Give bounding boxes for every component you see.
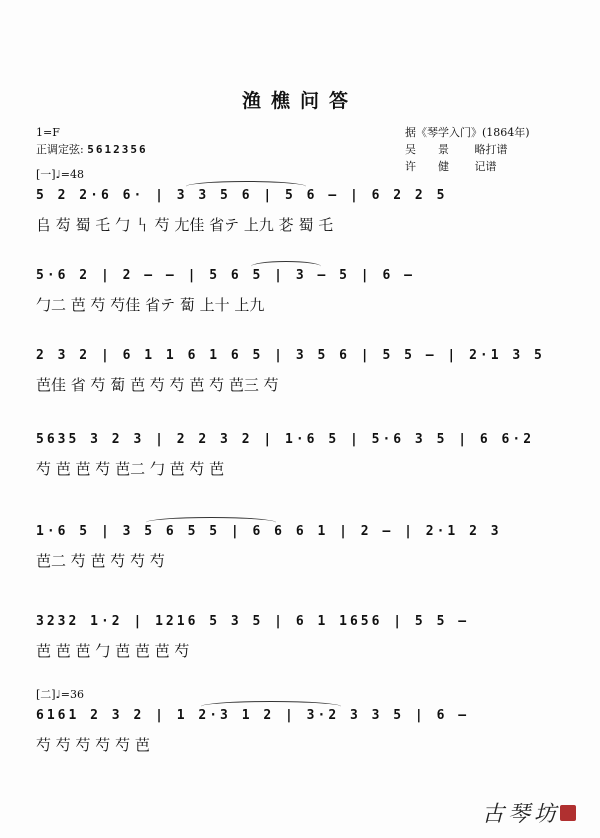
jianzi-row: 勹二 芭 芍 芍佳 省テ 蔔 上十 上九 [36, 296, 265, 314]
notation-row: 5 2 2·6 6· | 3 3 5 6 | 5 6 — | 6 2 2 5 [36, 188, 448, 203]
piece-title: 渔樵问答 [241, 90, 358, 112]
arranger-name: 吴景 [405, 143, 471, 156]
transcriber-credit [405, 158, 530, 175]
source-note: 据《琴学入门》(1864年) [405, 126, 530, 139]
score-line-5 [36, 524, 542, 590]
section-tag-1: [一]♩=48 [36, 168, 84, 181]
score-line-3 [36, 348, 545, 414]
tuning-notes: 5612356 [87, 143, 148, 156]
notation-row: 5·6 2 | 2 — — | 5 6 5 | 3 — 5 | 6 — [36, 268, 415, 283]
slur-mark [251, 261, 321, 272]
score-header-left [36, 124, 148, 158]
jianzi-row: 芭佳 省 芍 蔔 芭 芍 芍 芭 芍 芭三 芍 [36, 376, 279, 394]
jianzi-row: 芭二 芍 芭 芍 芍 芍 [36, 552, 165, 570]
score-line-6 [36, 614, 542, 680]
slur-mark [146, 517, 276, 528]
tuning-label: 正调定弦: [36, 143, 84, 156]
arranger-credit [405, 141, 530, 158]
slur-mark [201, 701, 341, 712]
tuning [36, 141, 148, 158]
notation-row: 2 3 2 | 6 1 1 6 1 6 5 | 3 5 6 | 5 5 — | 2·1 3 5 [36, 348, 545, 363]
jianzi-row: 芭 芭 芭 勹 芭 芭 芭 芍 [36, 642, 190, 660]
transcriber-role: 记谱 [474, 160, 497, 173]
notation-row: 5635 3 2 3 | 2 2 3 2 | 1·6 5 | 5·6 3 5 | 6 6·2 [36, 432, 535, 447]
transcriber-name: 许健 [405, 160, 471, 173]
seal-icon [560, 805, 576, 821]
watermark [482, 797, 582, 828]
watermark-text: 古琴坊 [481, 802, 560, 827]
score-line-7 [36, 708, 542, 774]
notation-row: 6161 2 3 2 | 1 2·3 1 2 | 3·2 3 3 5 | 6 — [36, 708, 470, 723]
arranger-role: 略打谱 [474, 143, 508, 156]
section-tag-2: [二]♩=36 [36, 688, 84, 701]
score-line-1 [36, 188, 542, 254]
jianzi-row: 芍 芭 芭 芍 芭二 勹 芭 芍 芭 [36, 460, 225, 478]
score-header-right [405, 124, 530, 175]
jianzi-row: 𠂤 芶 蜀 乇 勹 𠃑 芍 尢佳 省テ 上九 芲 蜀 乇 [36, 216, 334, 234]
key-signature: 1=F [36, 126, 60, 139]
jianzi-row: 芍 芍 芍 芍 芍 芭 [36, 736, 150, 754]
slur-mark [186, 181, 306, 192]
notation-row: 3232 1·2 | 1216 5 3 5 | 6 1 1656 | 5 5 — [36, 614, 470, 629]
score-line-4 [36, 432, 542, 498]
notation-row: 1·6 5 | 3 5 6 5 5 | 6 6 6 1 | 2 — | 2·1 2 3 [36, 524, 502, 539]
score-line-2 [36, 268, 542, 334]
